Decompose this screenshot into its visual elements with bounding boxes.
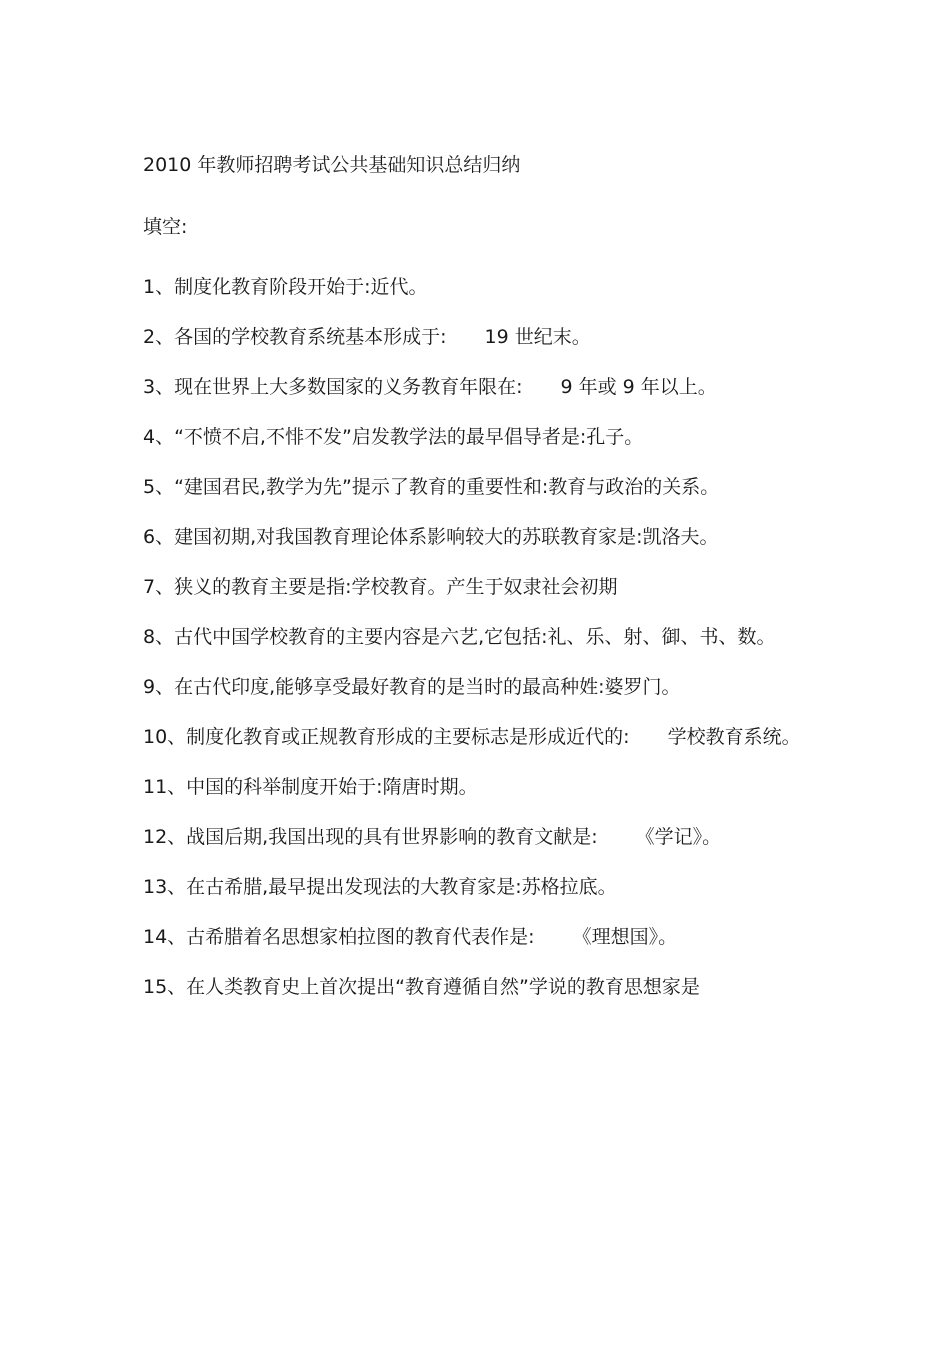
- question-text: 11、中国的科举制度开始于:: [143, 776, 383, 798]
- question-item: [143, 862, 808, 912]
- question-text: 8、古代中国学校教育的主要内容是六艺,它包括:: [143, 626, 548, 648]
- question-text: 5、“建国君民,教学为先”提示了教育的重要性和:: [143, 476, 549, 498]
- answer-text: 凯洛夫。: [642, 526, 719, 548]
- question-item: [143, 762, 808, 812]
- question-text: 9、在古代印度,能够享受最好教育的是当时的最高种姓:: [143, 676, 605, 698]
- question-item: [143, 462, 808, 512]
- answer-text: 学校教育系统。: [667, 726, 801, 748]
- answer-text: 教育与政治的关系。: [548, 476, 720, 498]
- answer-text: 婆罗门。: [604, 676, 681, 698]
- answer-text: 9 年或 9 年以上。: [560, 376, 717, 398]
- document-title: 2010 年教师招聘考试公共基础知识总结归纳: [143, 154, 521, 176]
- question-item: [143, 712, 808, 762]
- question-text: 2、各国的学校教育系统基本形成于:: [143, 326, 447, 348]
- answer-text: 《学记》。: [635, 826, 722, 848]
- answer-text: 近代。: [370, 276, 428, 298]
- question-text: 4、“不愤不启,不悱不发”启发教学法的最早倡导者是:: [143, 426, 587, 448]
- document-page: [143, 150, 808, 1012]
- answer-text: 19 世纪末。: [484, 326, 591, 348]
- section-label: 填空:: [143, 216, 188, 238]
- question-text: 7、狭义的教育主要是指:: [143, 576, 352, 598]
- question-item: [143, 412, 808, 462]
- answer-text: 《理想国》。: [572, 926, 678, 948]
- question-item: [143, 812, 808, 862]
- question-item: [143, 662, 808, 712]
- answer-text: 孔子。: [586, 426, 644, 448]
- question-item: [143, 512, 808, 562]
- answer-text: 学校教育。产生于奴隶社会初期: [351, 576, 618, 598]
- question-item: [143, 362, 808, 412]
- question-text: 13、在古希腊,最早提出发现法的大教育家是:: [143, 876, 522, 898]
- question-text: 10、制度化教育或正规教育形成的主要标志是形成近代的:: [143, 726, 630, 748]
- answer-text: 礼、乐、射、御、书、数。: [547, 626, 776, 648]
- answer-text: 隋唐时期。: [382, 776, 478, 798]
- answer-text: 苏格拉底。: [521, 876, 617, 898]
- question-text: 6、建国初期,对我国教育理论体系影响较大的苏联教育家是:: [143, 526, 643, 548]
- question-item: [143, 562, 808, 612]
- question-text: 15、在人类教育史上首次提出“教育遵循自然”学说的教育思想家是: [143, 976, 700, 998]
- question-item: [143, 612, 808, 662]
- question-item: [143, 962, 808, 1012]
- question-text: 1、制度化教育阶段开始于:: [143, 276, 371, 298]
- question-text: 12、战国后期,我国出现的具有世界影响的教育文献是:: [143, 826, 598, 848]
- question-text: 14、古希腊着名思想家柏拉图的教育代表作是:: [143, 926, 535, 948]
- question-item: [143, 912, 808, 962]
- question-list: [143, 262, 808, 1012]
- question-item: [143, 262, 808, 312]
- question-item: [143, 312, 808, 362]
- question-text: 3、现在世界上大多数国家的义务教育年限在:: [143, 376, 523, 398]
